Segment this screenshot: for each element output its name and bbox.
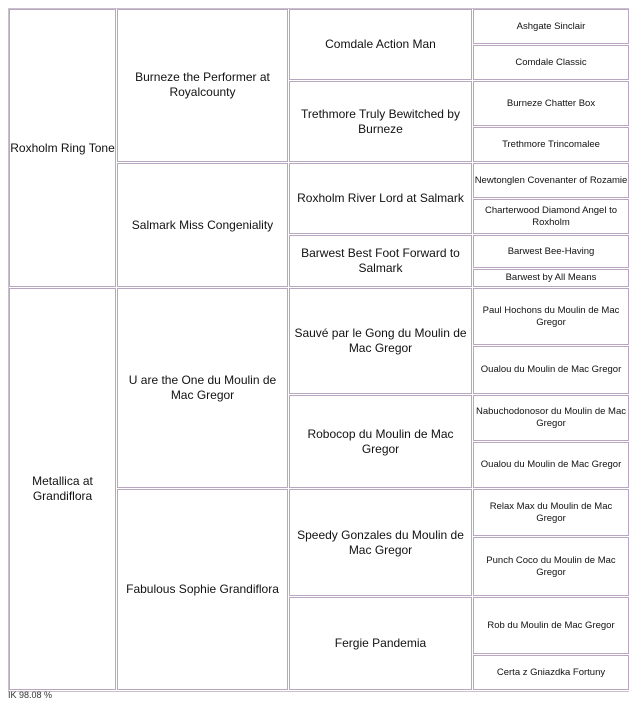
pedigree-name: Comdale Classic [515,56,587,68]
pedigree-name: U are the One du Moulin de Mac Gregor [128,373,277,402]
dam [9,288,116,690]
gen4-ancestor [473,537,629,596]
gen4-ancestor [473,442,629,488]
gen3-ancestor [289,163,472,234]
pedigree-name: Trethmore Truly Bewitched by Burneze [301,106,460,136]
dam-dam [117,489,288,690]
pedigree-name: Newtonglen Covenanter of Rozamie [474,174,628,186]
gen4-ancestor [473,45,629,80]
inbreeding-coefficient: IK 98.08 % [8,690,53,700]
pedigree-name: Paul Hochons du Moulin de Mac Gregor [482,304,620,328]
pedigree-name: Burneze Chatter Box [506,97,596,109]
gen4-ancestor [473,597,629,654]
gen3-ancestor [289,597,472,690]
gen4-ancestor [473,163,629,198]
gen4-ancestor [473,81,629,126]
gen4-ancestor [473,489,629,536]
sire-name: Roxholm Ring Tone [10,140,115,155]
gen4-ancestor [473,127,629,162]
pedigree-name: Burneze the Performer at Royalcounty [135,70,270,99]
gen4-ancestor [473,235,629,268]
pedigree-name: Relax Max du Moulin de Mac Gregor [489,500,613,524]
dam-name: Metallica at Grandiflora [32,474,93,503]
gen3-ancestor [289,9,472,80]
gen4-ancestor [473,269,629,287]
pedigree-name: Fergie Pandemia [334,636,427,650]
pedigree-name: Charterwood Diamond Angel to Roxholm [484,204,618,228]
gen4-ancestor [473,655,629,690]
pedigree-name: Trethmore Trincomalee [502,138,600,150]
pedigree-name: Barwest Bee-Having [507,245,595,257]
pedigree-name: Fabulous Sophie Grandiflora [126,582,279,596]
gen3-ancestor [289,235,472,287]
sire [9,9,116,287]
pedigree-name: Ashgate Sinclair [516,20,586,32]
gen4-ancestor [473,346,629,394]
sire-sire [117,9,288,162]
pedigree-name: Oualou du Moulin de Mac Gregor [480,364,622,375]
pedigree-name: Robocop du Moulin de Mac Gregor [307,426,454,456]
dam-sire [117,288,288,488]
pedigree-name: Punch Coco du Moulin de Mac Gregor [486,554,616,578]
pedigree-name: Salmark Miss Congeniality [131,217,274,232]
pedigree-name: Oualou du Moulin de Mac Gregor [480,459,622,470]
sire-dam [117,163,288,287]
pedigree-name: Barwest Best Foot Forward to Salmark [301,246,460,275]
gen3-ancestor [289,81,472,162]
pedigree-name: Barwest by All Means [505,272,597,283]
pedigree-name: Nabuchodonosor du Moulin de Mac Gregor [476,406,626,429]
gen3-ancestor [289,288,472,394]
pedigree-name: Comdale Action Man [325,37,436,51]
pedigree-name: Rob du Moulin de Mac Gregor [487,619,615,631]
pedigree-name: Sauvé par le Gong du Moulin de Mac Gregor [294,326,467,355]
pedigree-name: Certa z Gniazdka Fortuny [496,666,606,678]
gen3-ancestor [289,395,472,488]
pedigree-name: Roxholm River Lord at Salmark [297,191,464,205]
gen4-ancestor [473,395,629,441]
gen4-ancestor [473,199,629,234]
pedigree-name: Speedy Gonzales du Moulin de Mac Gregor [297,528,464,557]
gen4-ancestor [473,288,629,345]
gen3-ancestor [289,489,472,596]
gen4-ancestor [473,9,629,44]
